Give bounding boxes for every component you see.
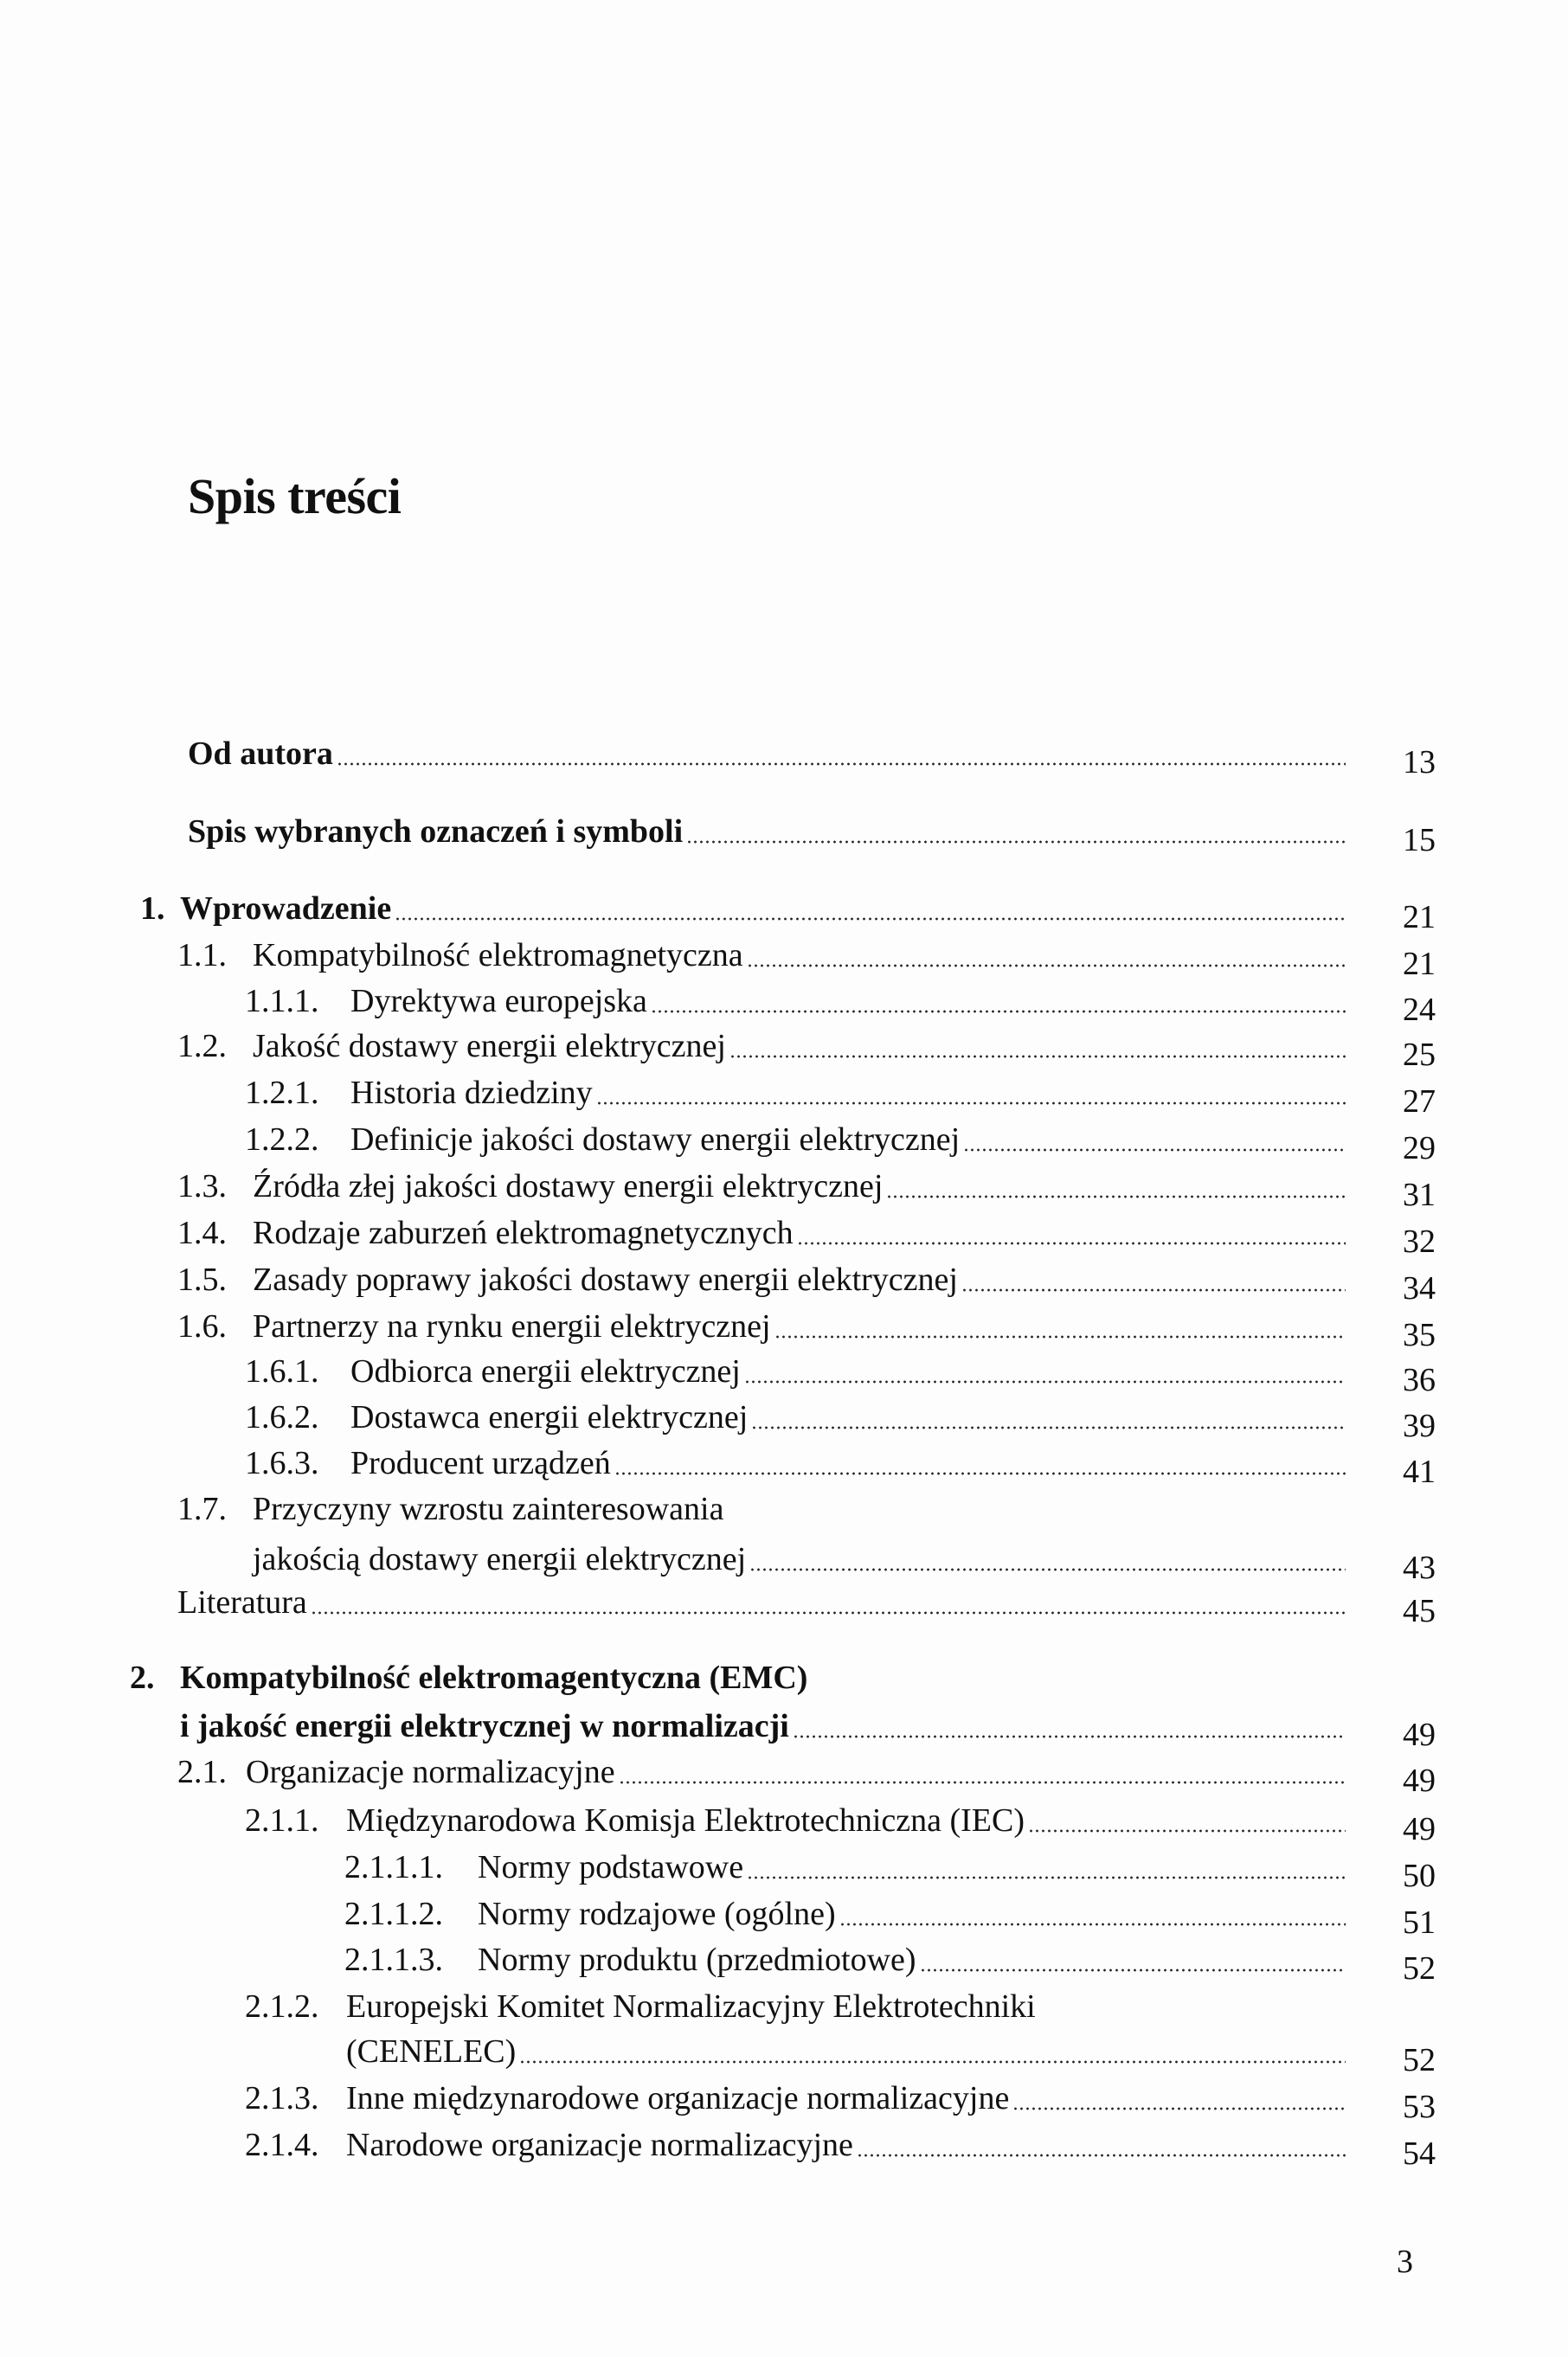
toc-entry-page: 54 — [1403, 2135, 1436, 2172]
toc-entry — [344, 1844, 1436, 1894]
toc-entry-page: 49 — [1403, 1717, 1436, 1753]
toc-entry — [245, 1069, 1436, 1120]
dot-leader — [337, 756, 1346, 767]
toc-entry-number: 2. — [130, 1660, 155, 1696]
toc-entry-title: Narodowe organizacje normalizacyjne — [346, 2127, 853, 2163]
toc-entry-page: 29 — [1403, 1130, 1436, 1166]
dot-leader — [747, 1870, 1346, 1880]
toc-entry-number: 2.1.4. — [245, 2127, 319, 2163]
toc-entry — [245, 1983, 1436, 2030]
dot-leader — [395, 911, 1346, 922]
toc-entry-title: Przyczyny wzrostu zainteresowania — [253, 1491, 724, 1527]
toc-entry-title: Dostawca energii elektrycznej — [350, 1399, 749, 1435]
dot-leader — [744, 1374, 1346, 1384]
toc-entry-number: 1.2.2. — [245, 1121, 319, 1158]
toc-entry-number: 2.1. — [177, 1754, 227, 1790]
page-number: 3 — [1397, 2244, 1413, 2280]
dot-leader — [920, 1962, 1346, 1973]
toc-entry — [344, 1891, 1436, 1941]
page-title: Spis treści — [188, 468, 402, 524]
toc-entry-title: Partnerzy na rynku energii elektrycznej — [253, 1308, 771, 1345]
toc-entry-page: 51 — [1403, 1904, 1436, 1941]
toc-entry-title: Dyrektywa europejska — [350, 983, 647, 1019]
toc-entry — [177, 1023, 1436, 1073]
toc-entry-page: 39 — [1403, 1408, 1436, 1444]
toc-entry-page: 13 — [1403, 744, 1436, 780]
toc-entry-page: 49 — [1403, 1811, 1436, 1847]
toc-entry-title: Wprowadzenie — [180, 890, 392, 927]
toc-entry-title: Producent urządzeń — [350, 1445, 611, 1481]
toc-entry — [245, 2122, 1436, 2172]
toc-entry — [245, 1116, 1436, 1166]
dot-leader — [774, 1329, 1346, 1339]
toc-entry-title: Normy produktu (przedmiotowe) — [478, 1942, 916, 1978]
toc-entry-number: 2.1.1.3. — [344, 1942, 443, 1978]
dot-leader — [963, 1142, 1346, 1153]
toc-entry-title: Źródła złej jakości dostawy energii elektrycznej — [253, 1168, 884, 1204]
dot-leader — [651, 1004, 1346, 1014]
toc-entry-page: 50 — [1403, 1858, 1436, 1894]
toc-entry — [177, 1303, 1436, 1353]
toc-entry — [245, 978, 1436, 1028]
toc-entry — [346, 2028, 1436, 2078]
toc-entry-title: Odbiorca energii elektrycznej — [350, 1353, 741, 1390]
toc-entry — [140, 885, 1436, 935]
dot-leader — [961, 1282, 1346, 1293]
toc-entry-title: Kompatybilność elektromagentyczna (EMC) — [180, 1660, 808, 1696]
toc-entry — [177, 1579, 1436, 1629]
toc-entry — [188, 730, 1436, 780]
toc-entry-number: 1.3. — [177, 1168, 227, 1204]
toc-entry-page: 32 — [1403, 1223, 1436, 1260]
dot-leader — [311, 1605, 1346, 1615]
toc-entry-title: Jakość dostawy energii elektrycznej — [253, 1028, 726, 1064]
toc-entry — [253, 1536, 1436, 1586]
toc-entry-page: 15 — [1403, 822, 1436, 858]
toc-entry-title: Międzynarodowa Komisja Elektrotechniczna (IEC) — [346, 1802, 1025, 1839]
toc-entry-number: 1.6.2. — [245, 1399, 319, 1435]
toc-entry-page: 34 — [1403, 1270, 1436, 1307]
dot-leader — [839, 1917, 1346, 1927]
toc-entry-title: i jakość energii elektrycznej w normalizacji — [180, 1708, 789, 1744]
toc-entry-number: 2.1.1.2. — [344, 1896, 443, 1932]
dot-leader — [793, 1729, 1346, 1739]
toc-entry-title: Normy podstawowe — [478, 1849, 744, 1885]
toc-entry-number: 2.1.1. — [245, 1802, 319, 1839]
toc-entry-number: 1.1.1. — [245, 983, 319, 1019]
toc-entry-title: Od autora — [188, 735, 333, 772]
toc-entry-page: 36 — [1403, 1362, 1436, 1398]
toc-entry-title: Historia dziedziny — [350, 1075, 593, 1111]
toc-entry-title: Spis wybranych oznaczeń i symboli — [188, 813, 684, 850]
toc-entry-title: Literatura — [177, 1584, 307, 1621]
toc-entry-page: 52 — [1403, 1950, 1436, 1987]
toc-entry — [245, 1394, 1436, 1444]
toc-entry — [177, 1163, 1436, 1213]
toc-entry-title: Definicje jakości dostawy energii elektrycznej — [350, 1121, 961, 1158]
toc-entry-page: 49 — [1403, 1763, 1436, 1799]
toc-entry — [177, 1210, 1436, 1260]
toc-entry-page: 21 — [1403, 946, 1436, 982]
toc-entry-title: Inne międzynarodowe organizacje normalizacyjne — [346, 2080, 1010, 2116]
toc-entry-number: 2.1.2. — [245, 1988, 319, 2025]
dot-leader — [1028, 1823, 1346, 1834]
toc-entry-page: 31 — [1403, 1177, 1436, 1213]
dot-leader — [614, 1466, 1346, 1476]
toc-entry — [245, 1348, 1436, 1398]
dot-leader — [857, 2148, 1346, 2158]
toc-entry-number: 1.6.1. — [245, 1353, 319, 1390]
toc-entry — [245, 1440, 1436, 1490]
dot-leader — [1012, 2101, 1346, 2111]
dot-leader — [751, 1420, 1346, 1430]
toc-entry-number: 1.4. — [177, 1215, 227, 1251]
toc-entry-number: 1.5. — [177, 1262, 227, 1298]
toc-entry-page: 35 — [1403, 1317, 1436, 1353]
toc-entry-title: Kompatybilność elektromagnetyczna — [253, 937, 743, 973]
dot-leader — [619, 1775, 1346, 1785]
toc-entry-title: Europejski Komitet Normalizacyjny Elektrotechniki — [346, 1988, 1036, 2025]
toc-entry — [344, 1936, 1436, 1987]
toc-entry — [177, 1749, 1436, 1799]
toc-entry-page: 21 — [1403, 899, 1436, 935]
toc-entry-number: 2.1.1.1. — [344, 1849, 443, 1885]
toc-entry-page: 53 — [1403, 2089, 1436, 2125]
toc-entry — [245, 2075, 1436, 2125]
toc-entry-page: 52 — [1403, 2042, 1436, 2078]
toc-entry — [177, 1486, 1436, 1532]
dot-leader — [749, 1562, 1346, 1572]
toc-entry-number: 1.6.3. — [245, 1445, 319, 1481]
toc-entry-number: 2.1.3. — [245, 2080, 319, 2116]
dot-leader — [729, 1049, 1346, 1059]
toc-entry-page: 27 — [1403, 1083, 1436, 1120]
toc-entry-page: 25 — [1403, 1037, 1436, 1073]
toc-entry-title: jakością dostawy energii elektrycznej — [253, 1541, 747, 1577]
toc-entry — [188, 808, 1436, 858]
toc-entry-title: Rodzaje zaburzeń elektromagnetycznych — [253, 1215, 794, 1251]
toc-entry — [177, 1256, 1436, 1307]
toc-entry-page: 45 — [1403, 1593, 1436, 1629]
toc-entry-page: 43 — [1403, 1550, 1436, 1586]
toc-entry — [245, 1797, 1436, 1847]
toc-entry-number: 1.2. — [177, 1028, 227, 1064]
toc-entry-number: 1.2.1. — [245, 1075, 319, 1111]
dot-leader — [596, 1095, 1346, 1106]
dot-leader — [747, 958, 1346, 968]
dot-leader — [519, 2054, 1346, 2065]
toc-entry-title: Organizacje normalizacyjne — [246, 1754, 615, 1790]
dot-leader — [797, 1236, 1346, 1246]
toc-entry-number: 1. — [140, 890, 165, 927]
toc-entry-number: 1.6. — [177, 1308, 227, 1345]
toc-entry-page: 24 — [1403, 992, 1436, 1028]
toc-entry — [180, 1703, 1436, 1753]
dot-leader — [886, 1189, 1346, 1199]
dot-leader — [686, 834, 1346, 845]
toc-entry-title: (CENELEC) — [346, 2033, 517, 2070]
toc-entry-title: Zasady poprawy jakości dostawy energii elektrycznej — [253, 1262, 958, 1298]
toc-entry — [177, 932, 1436, 982]
toc-entry-number: 1.1. — [177, 937, 227, 973]
toc-entry-number: 1.7. — [177, 1491, 227, 1527]
toc-entry — [130, 1654, 1436, 1701]
toc-entry-page: 41 — [1403, 1454, 1436, 1490]
toc-entry-title: Normy rodzajowe (ogólne) — [478, 1896, 836, 1932]
